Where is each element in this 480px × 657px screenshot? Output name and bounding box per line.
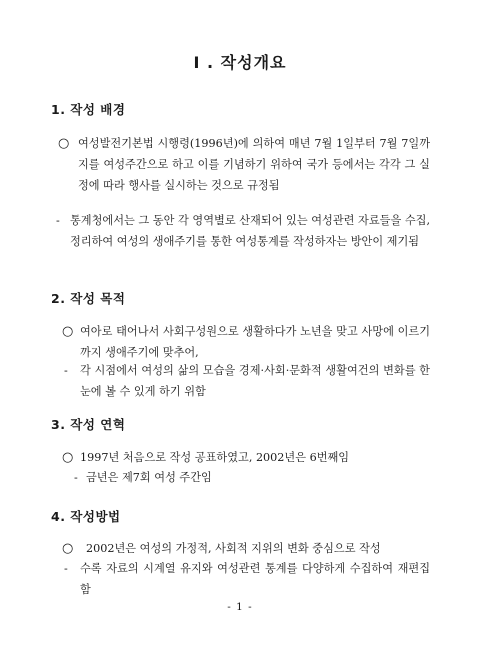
bullet-text: 여성발전기본법 시행령(1996년)에 의하여 매년 7월 1일부터 7월 7일까지를 여성주간으로 하고 이를 기념하기 위하여 국가 등에서는 각각 그 실정에 따라 행사를 실시하는 것으로 규정됨: [78, 137, 430, 192]
dash-bullet-icon: -: [56, 214, 60, 227]
page-number: - 1 -: [227, 601, 253, 613]
circle-bullet-icon: ○: [62, 450, 74, 465]
dash-text: 금년은 제7회 여성 주간임: [86, 471, 212, 484]
section-heading-method: 4. 작성방법: [51, 509, 121, 524]
page-title: I . 작성개요: [193, 53, 287, 72]
dash-text: 통계청에서는 그 동안 각 영역별로 산재되어 있는 여성관련 자료들을 수집, 정리하여 여성의 생애주기를 통한 여성통계를 작성하자는 방안이 제기됨: [70, 214, 430, 248]
circle-bullet-icon: ○: [62, 324, 74, 339]
circle-bullet-icon: ○: [58, 136, 70, 151]
dash-bullet-icon: -: [64, 364, 68, 377]
dash-bullet-icon: -: [64, 562, 68, 575]
section-heading-history: 3. 작성 연혁: [51, 417, 126, 432]
circle-bullet-icon: ○: [62, 541, 74, 556]
bullet-text: 여아로 태어나서 사회구성원으로 생활하다가 노년을 맞고 사망에 이르기까지 생애주기에 맞추어,: [80, 325, 430, 359]
dash-text: 각 시점에서 여성의 삶의 모습을 경제·사회·문화적 생활여건의 변화를 한 눈에 볼 수 있게 하기 위함: [80, 364, 430, 398]
bullet-text: 2002년은 여성의 가정적, 사회적 지위의 변화 중심으로 작성: [86, 542, 381, 555]
bullet-text: 1997년 처음으로 작성 공표하였고, 2002년은 6번째임: [80, 451, 350, 464]
dash-text: 수록 자료의 시계열 유지와 여성관련 통계를 다양하게 수집하여 재편집함: [80, 562, 430, 596]
section-heading-background: 1. 작성 배경: [51, 102, 126, 117]
section-heading-purpose: 2. 작성 목적: [51, 291, 126, 306]
dash-bullet-icon: -: [74, 471, 78, 484]
